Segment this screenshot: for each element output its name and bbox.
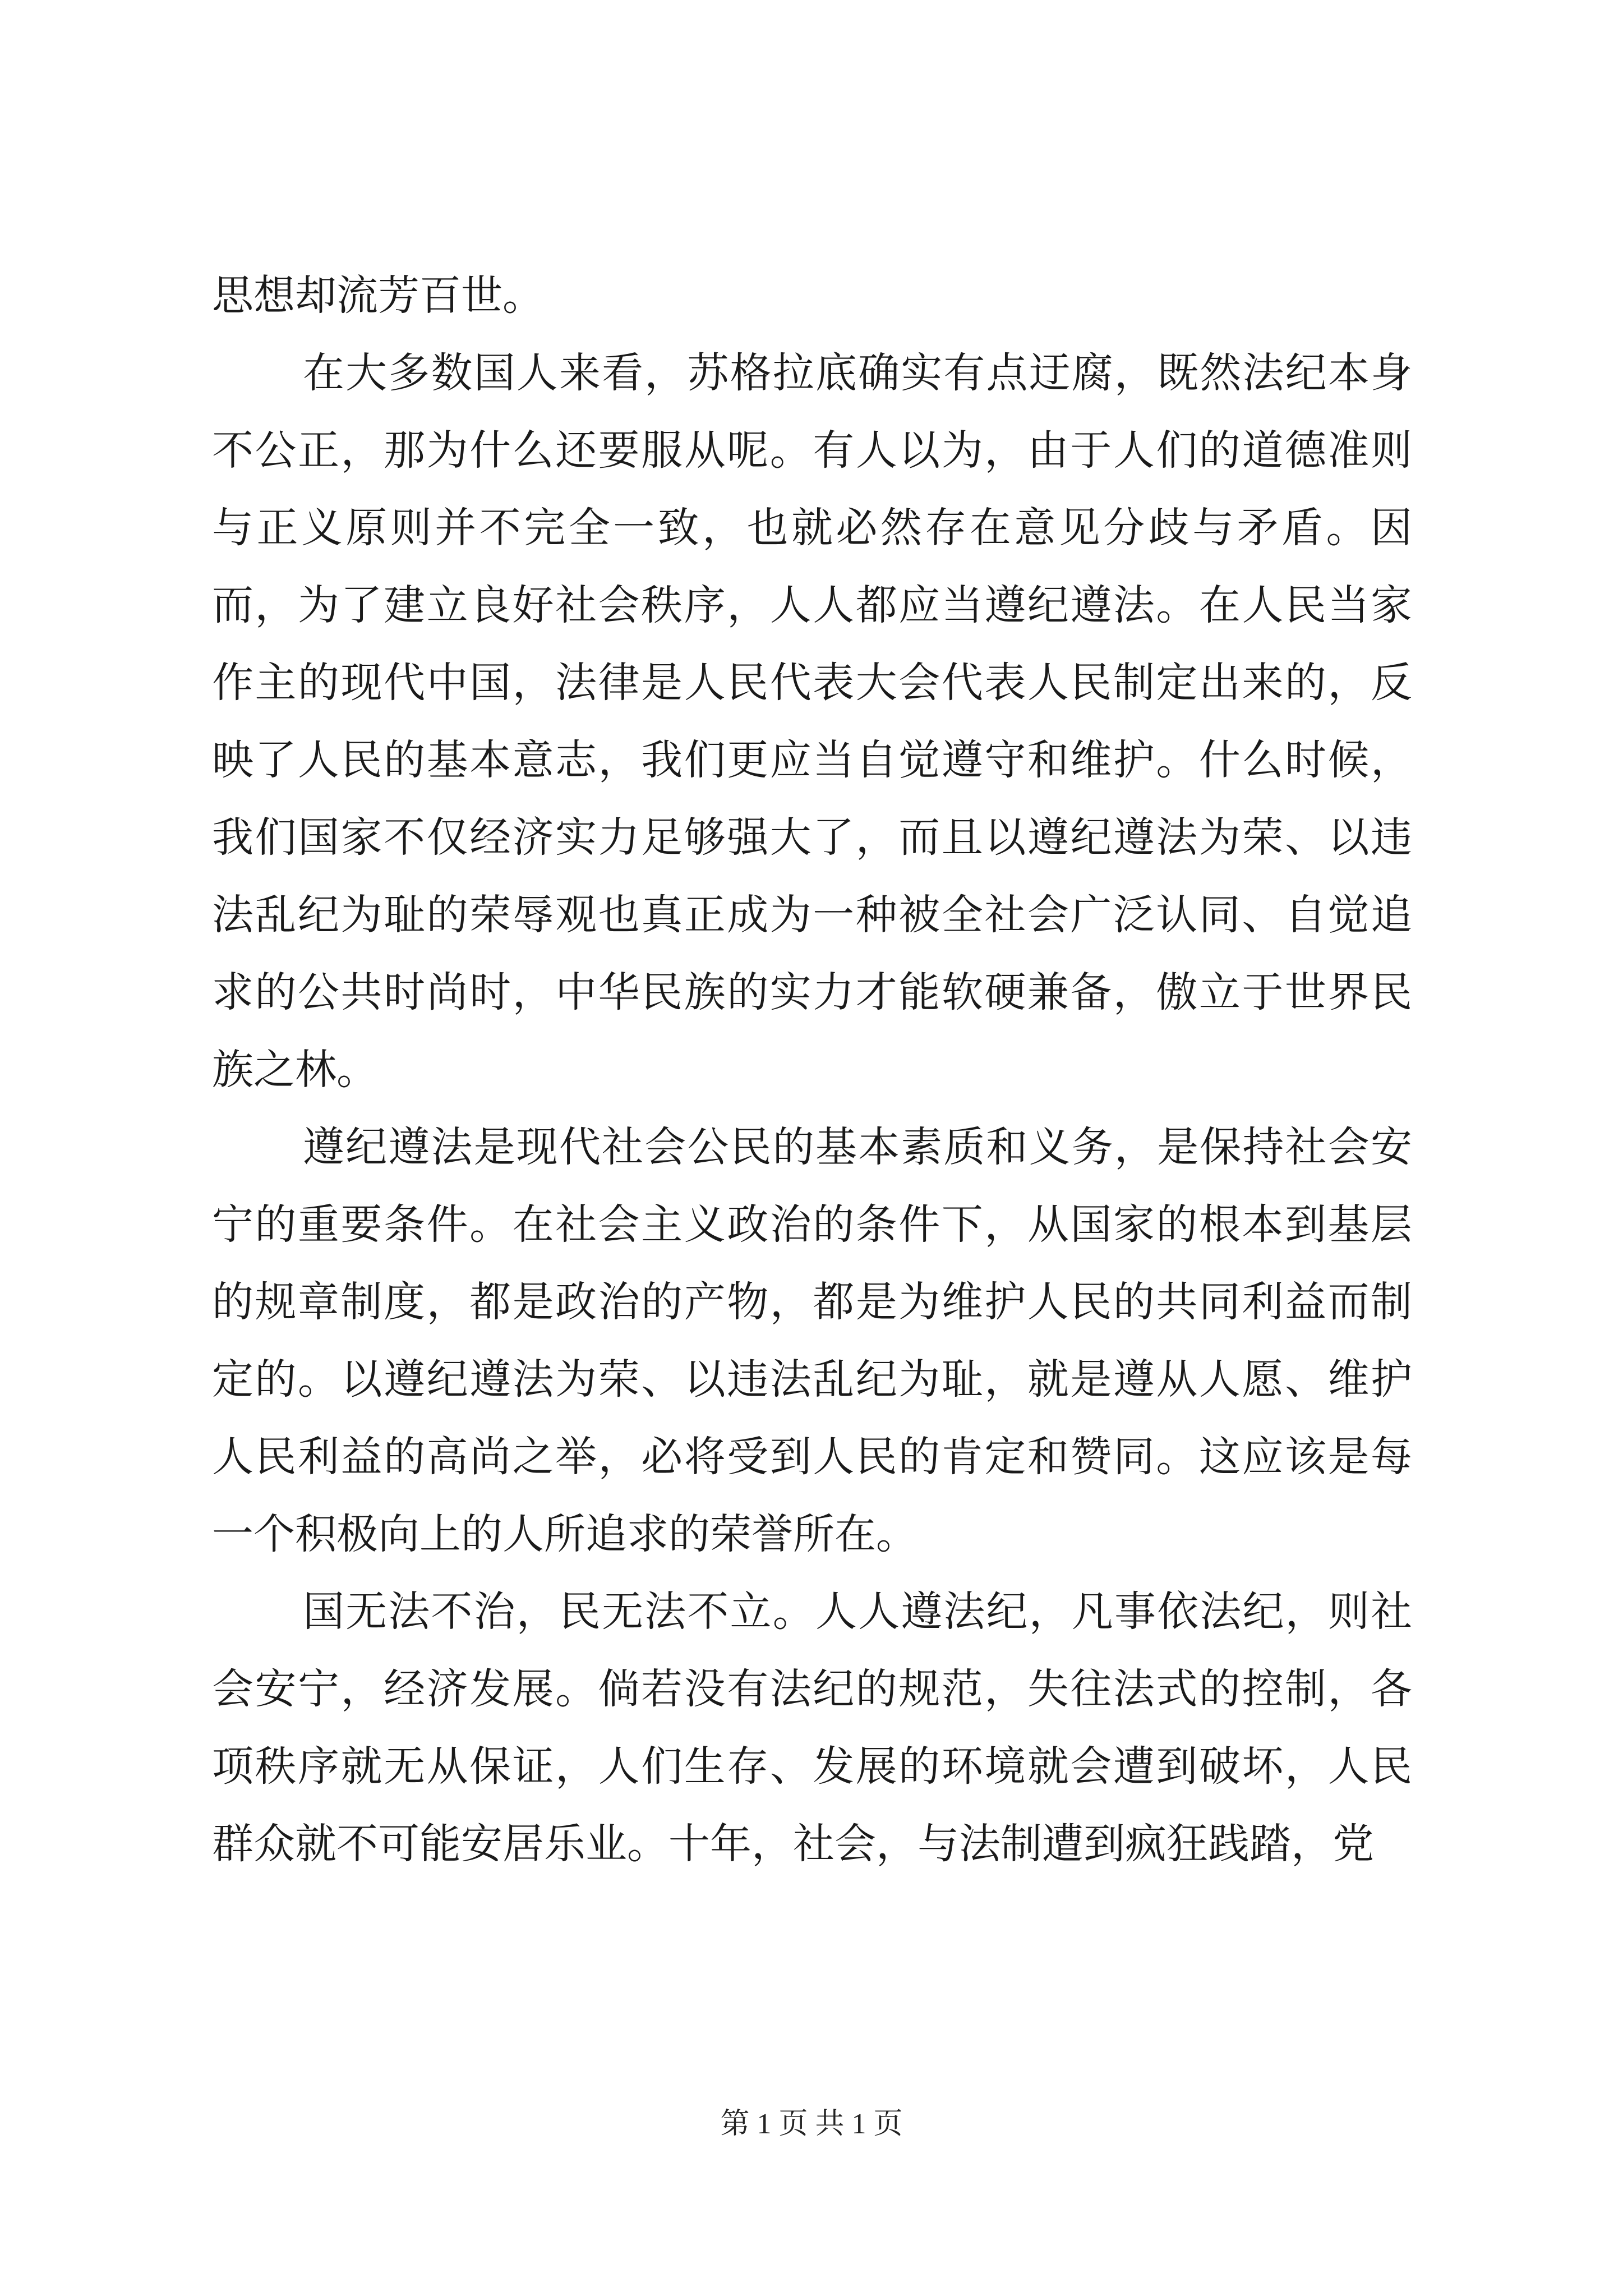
document-body <box>212 257 1412 1883</box>
page-number-footer: 第 1 页 共 1 页 <box>720 2108 903 2140</box>
paragraph-civic-duty: 遵纪遵法是现代社会公民的基本素质和义务，是保持社会安宁的重要条件。在社会主义政治的条件下，从国家的根本到基层的规章制度，都是政治的产物，都是为维护人民的共同利益而制定的。以遵纪遵法为荣、以违法乱纪为耻，就是遵从人愿、维护人民利益的高尚之举，必将受到人民的肯定和赞同。这应该是每一个积极向上的人所追求的荣誉所在。 <box>212 1123 1412 1558</box>
paragraph-continuation: 思想却流芳百世。 <box>212 272 544 320</box>
paragraph-rule-of-law: 国无法不治，民无法不立。人人遵法纪，凡事依法纪，则社会安宁，经济发展。倘若没有法纪的规范，失往法式的控制，各项秩序就无从保证，人们生存、发展的环境就会遭到破坏，人民群众就不可能安居乐业。十年，社会，与法制遭到疯狂践踏，党 <box>212 1588 1412 1868</box>
paragraph-socrates: 在大多数国人来看，苏格拉底确实有点迂腐，既然法纪本身不公正，那为什么还要服从呢。有人以为，由于人们的道德准则与正义原则并不完全一致，也就必然存在意见分歧与矛盾。因而，为了建立良好社会秩序，人人都应当遵纪遵法。在人民当家作主的现代中国，法律是人民代表大会代表人民制定出来的，反映了人民的基本意志，我们更应当自觉遵守和维护。什么时候，我们国家不仅经济实力足够强大了，而且以遵纪遵法为荣、以违法乱纪为耻的荣辱观也真正成为一种被全社会广泛认同、自觉追求的公共时尚时，中华民族的实力才能软硬兼备，傲立于世界民族之林。 <box>212 349 1412 1094</box>
